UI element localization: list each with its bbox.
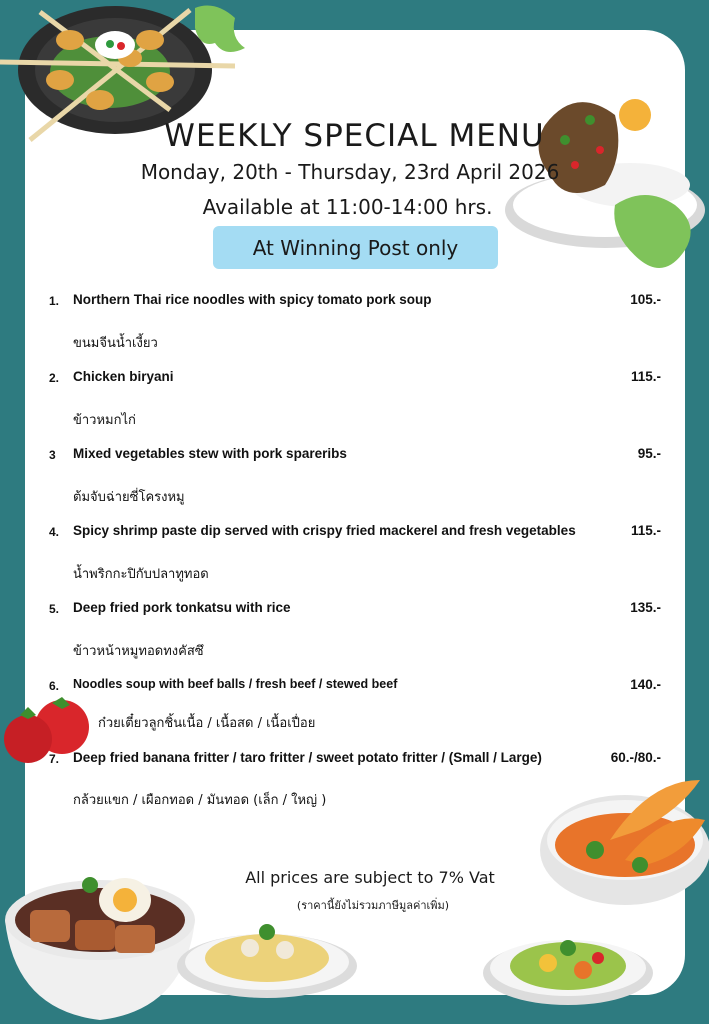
item-price: 105.- bbox=[630, 292, 661, 307]
item-price: 95.- bbox=[637, 446, 661, 461]
item-name-th: น้ำพริกกะปิกับปลาทูทอด bbox=[73, 567, 209, 582]
item-price: 135.- bbox=[630, 600, 661, 615]
availability-hours: Available at 11:00-14:00 hrs. bbox=[202, 195, 493, 219]
item-number: 2. bbox=[49, 371, 60, 385]
item-number: 6. bbox=[49, 679, 60, 693]
item-name-th: ข้าวหน้าหมูทอดทงคัสซึ bbox=[73, 644, 204, 659]
green-curry-plate-illustration bbox=[478, 918, 658, 1010]
item-price: 115.- bbox=[630, 369, 661, 384]
location-badge bbox=[213, 226, 498, 269]
item-number: 3 bbox=[49, 448, 56, 462]
item-name-en: Spicy shrimp paste dip served with crispy fried mackerel and fresh vegetables bbox=[73, 523, 576, 538]
item-name-th: ก๋วยเตี๋ยวลูกชิ้นเนื้อ / เนื้อสด / เนื้อเปื่อย bbox=[98, 716, 316, 731]
fried-rice-plate-illustration bbox=[175, 918, 360, 1000]
item-number: 5. bbox=[49, 602, 60, 616]
item-name-en: Chicken biryani bbox=[73, 369, 174, 384]
item-name-th: กล้วยแขก / เผือกทอด / มันทอด (เล็ก / ใหญ่ ) bbox=[73, 793, 327, 808]
item-number: 1. bbox=[49, 294, 60, 308]
item-name-en: Deep fried banana fritter / taro fritter / sweet potato fritter / (Small / Large) bbox=[73, 750, 542, 765]
item-name-en: Northern Thai rice noodles with spicy tomato pork soup bbox=[73, 292, 432, 307]
item-name-th: ข้าวหมกไก่ bbox=[73, 413, 136, 428]
location-badge-label: At Winning Post only bbox=[252, 235, 459, 260]
item-name-th: ต้มจับฉ่ายซี่โครงหมู bbox=[73, 490, 185, 505]
item-price: 60.-/80.- bbox=[610, 750, 661, 765]
vat-note: All prices are subject to 7% Vat bbox=[245, 868, 495, 887]
vat-note-thai: (ราคานี้ยังไม่รวมภาษีมูลค่าเพิ่ม) bbox=[296, 899, 450, 912]
menu-title: WEEKLY SPECIAL MENU bbox=[164, 118, 545, 154]
item-name-en: Noodles soup with beef balls / fresh beef / stewed beef bbox=[73, 677, 398, 691]
item-name-en: Deep fried pork tonkatsu with rice bbox=[73, 600, 291, 615]
item-name-th: ขนมจีนน้ำเงี้ยว bbox=[73, 336, 158, 351]
item-number: 7. bbox=[49, 752, 60, 766]
item-price: 115.- bbox=[630, 523, 661, 538]
item-number: 4. bbox=[49, 525, 60, 539]
item-price: 140.- bbox=[630, 677, 661, 692]
item-name-en: Mixed vegetables stew with pork spareribs bbox=[73, 446, 347, 461]
menu-dates: Monday, 20th - Thursday, 23rd April 2026 bbox=[140, 160, 560, 184]
